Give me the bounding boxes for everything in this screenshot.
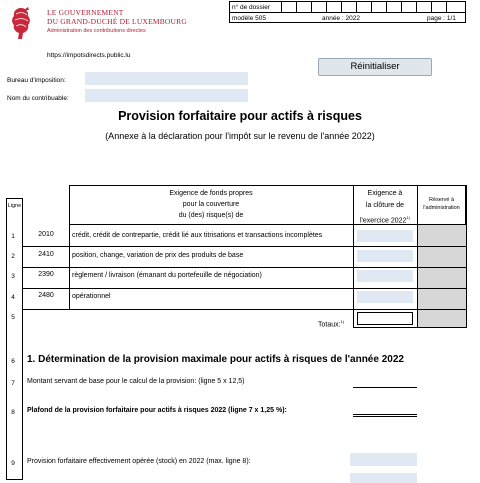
totals-output bbox=[357, 312, 413, 325]
line-num-8: 8 bbox=[11, 409, 15, 416]
annee-text: année : 2022 bbox=[322, 15, 360, 22]
cloture-input-2[interactable] bbox=[357, 250, 413, 262]
col-cloture-header: Exigence à la clôture de l'exercice 2022$^{1)}$ bbox=[359, 190, 411, 225]
bureau-label: Bureau d'imposition: bbox=[7, 77, 66, 84]
cloture-input-1[interactable] bbox=[357, 230, 413, 242]
line-7-text: Montant servant de base pour le calcul de la provision: (ligne 5 x 12,5) bbox=[27, 378, 245, 385]
line-num-9: 9 bbox=[11, 460, 15, 467]
page-title: Provision forfaitaire pour actifs à risques bbox=[118, 109, 362, 123]
line-9-input[interactable] bbox=[350, 453, 417, 466]
section-title: 1. Détermination de la provision maximale pour actifs à risques de l'année 2022 bbox=[27, 354, 404, 365]
col-exigence-header: Exigence de fonds propres pour la couverture du (des) risque(s) de bbox=[169, 190, 253, 219]
line-10-input[interactable] bbox=[350, 473, 417, 483]
cloture-input-4[interactable] bbox=[357, 291, 413, 303]
reserved-area bbox=[418, 225, 466, 327]
dossier-label: n° de dossier bbox=[232, 4, 271, 11]
col-reserve-header: Réservé à l'administration bbox=[423, 197, 460, 211]
bureau-input[interactable] bbox=[85, 72, 248, 85]
url-text: https://impotsdirects.public.lu bbox=[47, 52, 131, 59]
government-crest-icon bbox=[6, 4, 36, 42]
reset-button[interactable]: Réinitialiser bbox=[318, 58, 432, 76]
page-subtitle: (Annexe à la déclaration pour l'impôt sur le revenu de l'année 2022) bbox=[105, 131, 375, 141]
logo-line3: Administration des contributions directes bbox=[47, 28, 146, 34]
logo-line1: LE GOUVERNEMENT bbox=[47, 8, 124, 17]
line-num-7: 7 bbox=[11, 380, 15, 387]
modele-text: modèle 505 bbox=[232, 15, 266, 22]
line-7-output bbox=[353, 387, 417, 388]
totals-label: Totaux:$^{1)}$ bbox=[318, 319, 345, 329]
page-text: page : 1/1 bbox=[427, 15, 456, 22]
line-9-text: Provision forfaitaire effectivement opérée (stock) en 2022 (max. ligne 8): bbox=[27, 458, 251, 465]
dossier-box bbox=[229, 1, 466, 23]
cloture-input-3[interactable] bbox=[357, 270, 413, 282]
ligne-column bbox=[6, 198, 23, 480]
line-8-text: Plafond de la provision forfaitaire pour actifs à risques 2022 (ligne 7 x 1,25 %): bbox=[27, 407, 287, 414]
line-num-6: 6 bbox=[11, 358, 15, 365]
ligne-header: Ligne bbox=[7, 203, 22, 209]
logo-line2: DU GRAND-DUCHÉ DE LUXEMBOURG bbox=[47, 17, 187, 26]
nom-label: Nom du contribuable: bbox=[7, 95, 69, 102]
line-8-output bbox=[353, 414, 417, 415]
nom-input[interactable] bbox=[85, 89, 248, 102]
